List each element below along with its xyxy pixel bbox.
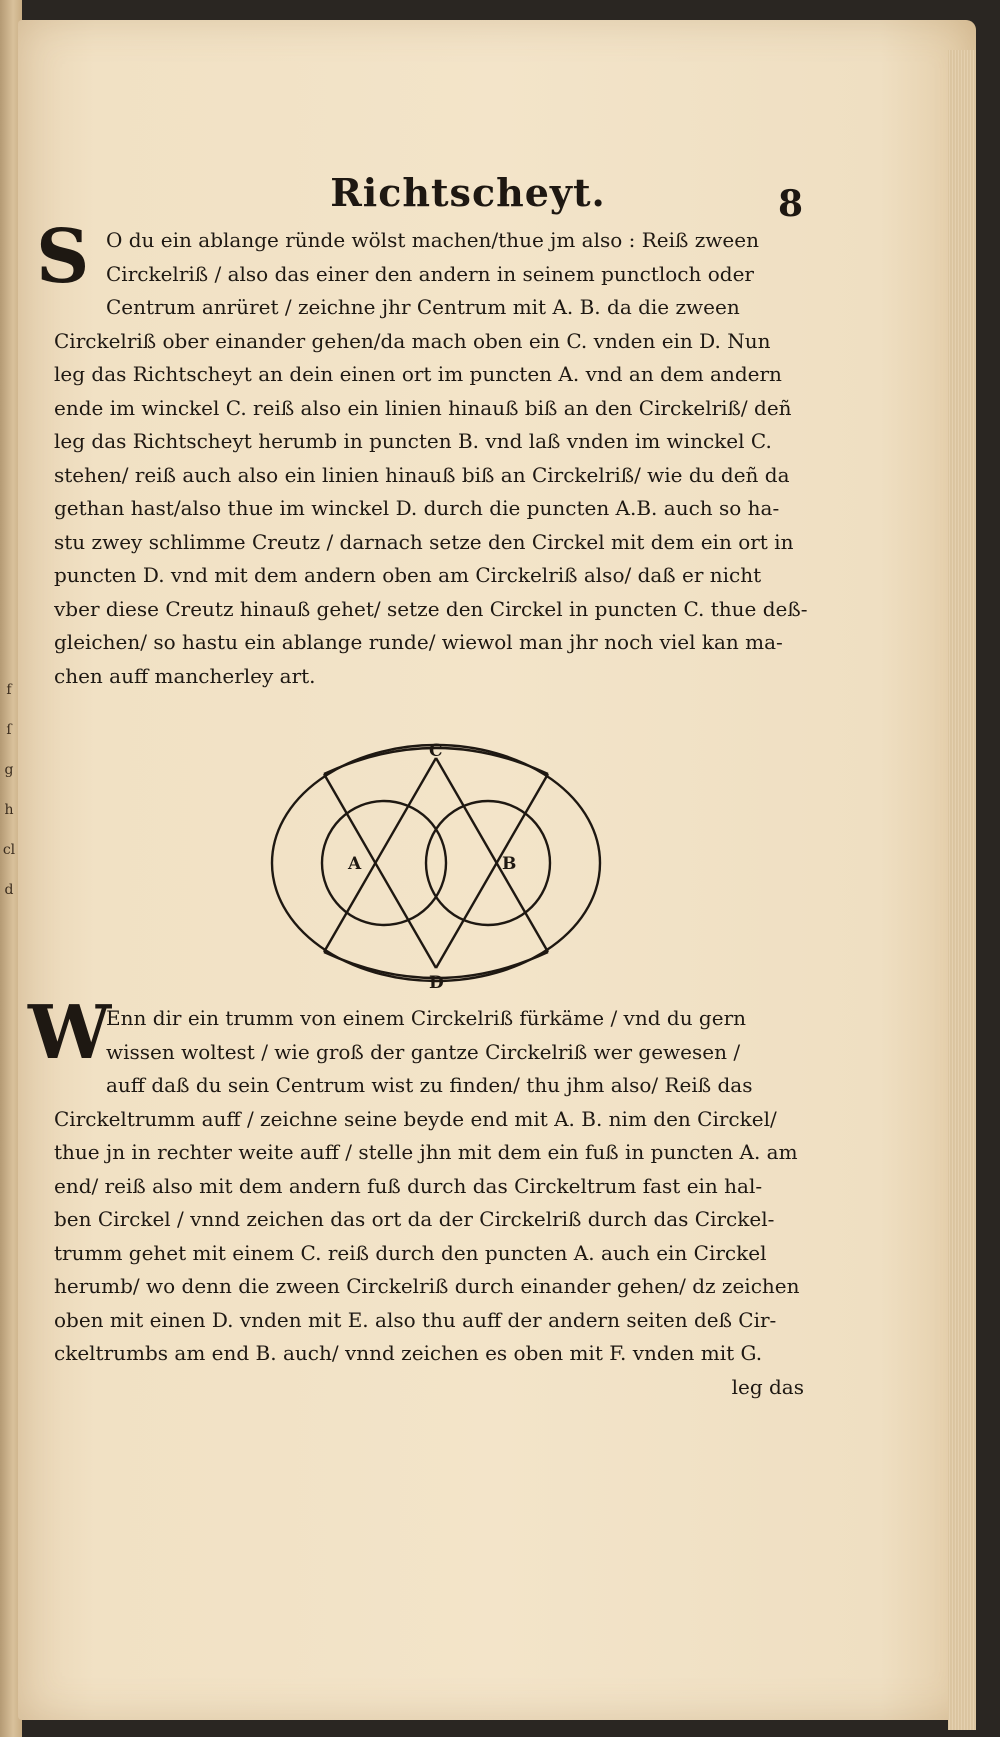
text-line: gleichen/ so hastu ein ablange runde/ wiewol man jhr noch viel kan ma- [54, 630, 783, 654]
text-line: gethan hast/also thue im winckel D. durch die puncten A.B. auch so ha- [54, 496, 780, 520]
text-line: herumb/ wo denn die zween Circkelriß durch einander gehen/ dz zeichen [54, 1274, 800, 1298]
line-c-left [324, 758, 436, 952]
text-line: Circkelriß ober einander gehen/da mach oben ein C. vnden ein D. Nun [54, 328, 771, 353]
margin-mark: g [4, 762, 14, 778]
text-line: Enn dir ein trumm von einem Circkelriß fürkäme / vnd du gern [106, 1006, 747, 1030]
drop-capital: W [28, 990, 112, 1076]
text-line: O du ein ablange ründe wölst machen/thue jm also : Reiß zween [106, 228, 759, 252]
page-number: 8 [778, 183, 804, 225]
text-line: puncten D. vnd mit dem andern oben am Circkelriß also/ daß er nicht [54, 563, 762, 587]
line-d-left [324, 774, 436, 968]
text-line: wissen woltest / wie groß der gantze Circkelriß wer gewesen / [106, 1039, 741, 1064]
text-line: auff daß du sein Centrum wist zu finden/ thu jhm also/ Reiß das [106, 1073, 753, 1097]
circle-b [426, 801, 550, 925]
text-line: vber diese Creutz hinauß gehet/ setze den Circkel in puncten C. thue deß- [54, 596, 808, 621]
paragraph-1 [54, 224, 814, 693]
left-margin-marks [2, 670, 16, 910]
text-line: chen auff mancherley art. [54, 663, 316, 688]
margin-mark: f [6, 682, 12, 698]
line-d-right [436, 774, 548, 968]
label-c: C [429, 741, 443, 761]
text-line: trumm gehet mit einem C. reiß durch den puncten A. auch ein Circkel [54, 1240, 767, 1265]
figure-svg [266, 732, 606, 994]
oval-construction-figure [266, 732, 606, 994]
line-c-right [436, 758, 548, 952]
text-line: ben Circkel / vnnd zeichen das ort da der Circkelriß durch das Circkel- [54, 1207, 775, 1231]
circle-a [322, 801, 446, 925]
text-line: leg das Richtscheyt herumb in puncten B. vnd laß vnden im winckel C. [54, 429, 772, 453]
running-title: Richtscheyt. [330, 170, 606, 215]
margin-mark: h [4, 802, 14, 818]
label-a: A [348, 854, 362, 874]
text-line: Circkeltrumm auff / zeichne seine beyde end mit A. B. nim den Circkel/ [54, 1106, 777, 1131]
margin-mark: cl [2, 842, 16, 858]
text-line: stu zwey schlimme Creutz / darnach setze den Circkel mit dem ein ort in [54, 529, 794, 554]
text-line: oben mit einen D. vnden mit E. also thu auff der andern seiten deß Cir- [54, 1307, 777, 1332]
text-line: Centrum anrüret / zeichne jhr Centrum mit A. B. da die zween [106, 295, 740, 319]
drop-capital: S [36, 214, 90, 300]
label-d: D [429, 973, 444, 993]
text-line: ende im winckel C. reiß also ein linien hinauß biß an den Circkelriß/ deñ [54, 395, 792, 420]
book-page [18, 20, 976, 1720]
margin-mark: ſ [6, 722, 12, 738]
text-line: thue jn in rechter weite auff / stelle jhn mit dem ein fuß in puncten A. am [54, 1140, 798, 1164]
label-b: B [502, 854, 517, 874]
text-line: ckeltrumbs am end B. auch/ vnnd zeichen es oben mit F. vnden mit G. [54, 1341, 763, 1365]
page-stack-edge [948, 50, 976, 1730]
paragraph-2 [54, 1002, 814, 1404]
margin-mark: d [4, 882, 14, 898]
text-line: leg das Richtscheyt an dein einen ort im puncten A. vnd an dem andern [54, 362, 782, 386]
text-line: stehen/ reiß auch also ein linien hinauß biß an Circkelriß/ wie du deñ da [54, 462, 790, 487]
text-line: end/ reiß also mit dem andern fuß durch das Circkeltrum fast ein hal- [54, 1173, 763, 1198]
catchword: leg das [731, 1374, 804, 1399]
text-line: Circkelriß / also das einer den andern in seinem punctloch oder [106, 261, 754, 286]
